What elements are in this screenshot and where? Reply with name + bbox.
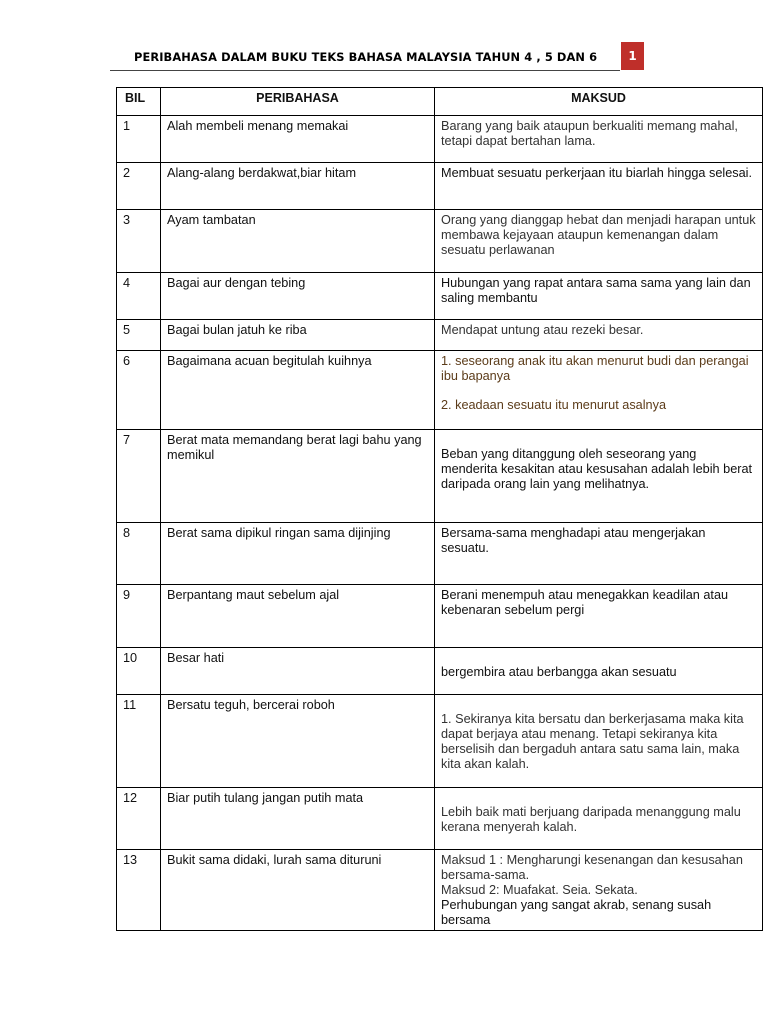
column-header-bil: BIL (117, 88, 161, 116)
cell-peribahasa: Bersatu teguh, bercerai roboh (161, 695, 435, 788)
table-row (117, 430, 763, 523)
maksud-line: Beban yang ditanggung oleh seseorang yang menderita kesakitan atau kesusahan adalah lebih berat daripada orang lain yang melihatnya. (441, 447, 753, 491)
cell-maksud: Bersama-sama menghadapi atau mengerjakan sesuatu. (435, 523, 763, 585)
cell-maksud (435, 788, 763, 850)
table-row (117, 585, 763, 648)
cell-bil: 10 (117, 648, 161, 695)
peribahasa-table (116, 87, 763, 931)
cell-peribahasa: Alah membeli menang memakai (161, 116, 435, 163)
document-title: PERIBAHASA DALAM BUKU TEKS BAHASA MALAYSIA TAHUN 4 , 5 DAN 6 (134, 50, 598, 64)
maksud-line: Maksud 2: Muafakat. Seia. Sekata. (441, 883, 638, 897)
table-row (117, 850, 763, 931)
cell-peribahasa: Bagai bulan jatuh ke riba (161, 320, 435, 351)
cell-maksud: Barang yang baik ataupun berkualiti memang mahal, tetapi dapat bertahan lama. (435, 116, 763, 163)
cell-peribahasa: Bukit sama didaki, lurah sama dituruni (161, 850, 435, 931)
cell-maksud: Mendapat untung atau rezeki besar. (435, 320, 763, 351)
column-header-peribahasa: PERIBAHASA (161, 88, 435, 116)
cell-maksud (435, 648, 763, 695)
cell-bil: 1 (117, 116, 161, 163)
table-header-row (117, 88, 763, 116)
table-row (117, 351, 763, 430)
cell-bil: 13 (117, 850, 161, 931)
maksud-line: Lebih baik mati berjuang daripada menanggung malu kerana menyerah kalah. (441, 805, 741, 834)
cell-bil: 3 (117, 210, 161, 273)
cell-peribahasa: Bagaimana acuan begitulah kuihnya (161, 351, 435, 430)
cell-bil: 6 (117, 351, 161, 430)
table-row (117, 648, 763, 695)
cell-maksud: Hubungan yang rapat antara sama sama yang lain dan saling membantu (435, 273, 763, 320)
cell-bil: 4 (117, 273, 161, 320)
cell-peribahasa: Berat sama dipikul ringan sama dijinjing (161, 523, 435, 585)
cell-peribahasa: Berat mata memandang berat lagi bahu yang memikul (161, 430, 435, 523)
table-row (117, 210, 763, 273)
table-row (117, 273, 763, 320)
table-row (117, 523, 763, 585)
cell-peribahasa: Biar putih tulang jangan putih mata (161, 788, 435, 850)
cell-peribahasa: Alang-alang berdakwat,biar hitam (161, 163, 435, 210)
cell-maksud (435, 430, 763, 523)
table-row (117, 320, 763, 351)
cell-bil: 12 (117, 788, 161, 850)
maksud-line: bergembira atau berbangga akan sesuatu (441, 665, 677, 679)
cell-bil: 8 (117, 523, 161, 585)
table-row (117, 695, 763, 788)
maksud-line: Maksud 1 : Mengharungi kesenangan dan kesusahan bersama-sama. (441, 853, 743, 882)
cell-bil: 5 (117, 320, 161, 351)
cell-peribahasa: Berpantang maut sebelum ajal (161, 585, 435, 648)
cell-maksud (435, 850, 763, 931)
cell-maksud: Membuat sesuatu perkerjaan itu biarlah hingga selesai. (435, 163, 763, 210)
cell-peribahasa: Besar hati (161, 648, 435, 695)
maksud-line: Perhubungan yang sangat akrab, senang susah bersama (441, 898, 712, 927)
maksud-line: 1. Sekiranya kita bersatu dan berkerjasama maka kita dapat berjaya atau menang. Tetapi sekiranya kita berselisih dan bergaduh antara satu sama lain, maka kita akan kalah. (441, 712, 744, 771)
cell-bil: 2 (117, 163, 161, 210)
column-header-maksud: MAKSUD (435, 88, 763, 116)
page-number-badge: 1 (621, 42, 644, 70)
maksud-line: 2. keadaan sesuatu itu menurut asalnya (441, 398, 666, 412)
cell-maksud (435, 351, 763, 430)
cell-maksud: Orang yang dianggap hebat dan menjadi harapan untuk membawa kejayaan ataupun kemenangan dalam sesuatu perlawanan (435, 210, 763, 273)
maksud-line: 1. seseorang anak itu akan menurut budi dan perangai ibu bapanya (441, 354, 749, 383)
table-row (117, 116, 763, 163)
table-row (117, 788, 763, 850)
cell-maksud (435, 695, 763, 788)
cell-peribahasa: Bagai aur dengan tebing (161, 273, 435, 320)
cell-bil: 7 (117, 430, 161, 523)
table-row (117, 163, 763, 210)
page-header (110, 40, 644, 72)
cell-bil: 11 (117, 695, 161, 788)
cell-maksud: Berani menempuh atau menegakkan keadilan atau kebenaran sebelum pergi (435, 585, 763, 648)
cell-peribahasa: Ayam tambatan (161, 210, 435, 273)
header-divider (110, 70, 620, 71)
cell-bil: 9 (117, 585, 161, 648)
